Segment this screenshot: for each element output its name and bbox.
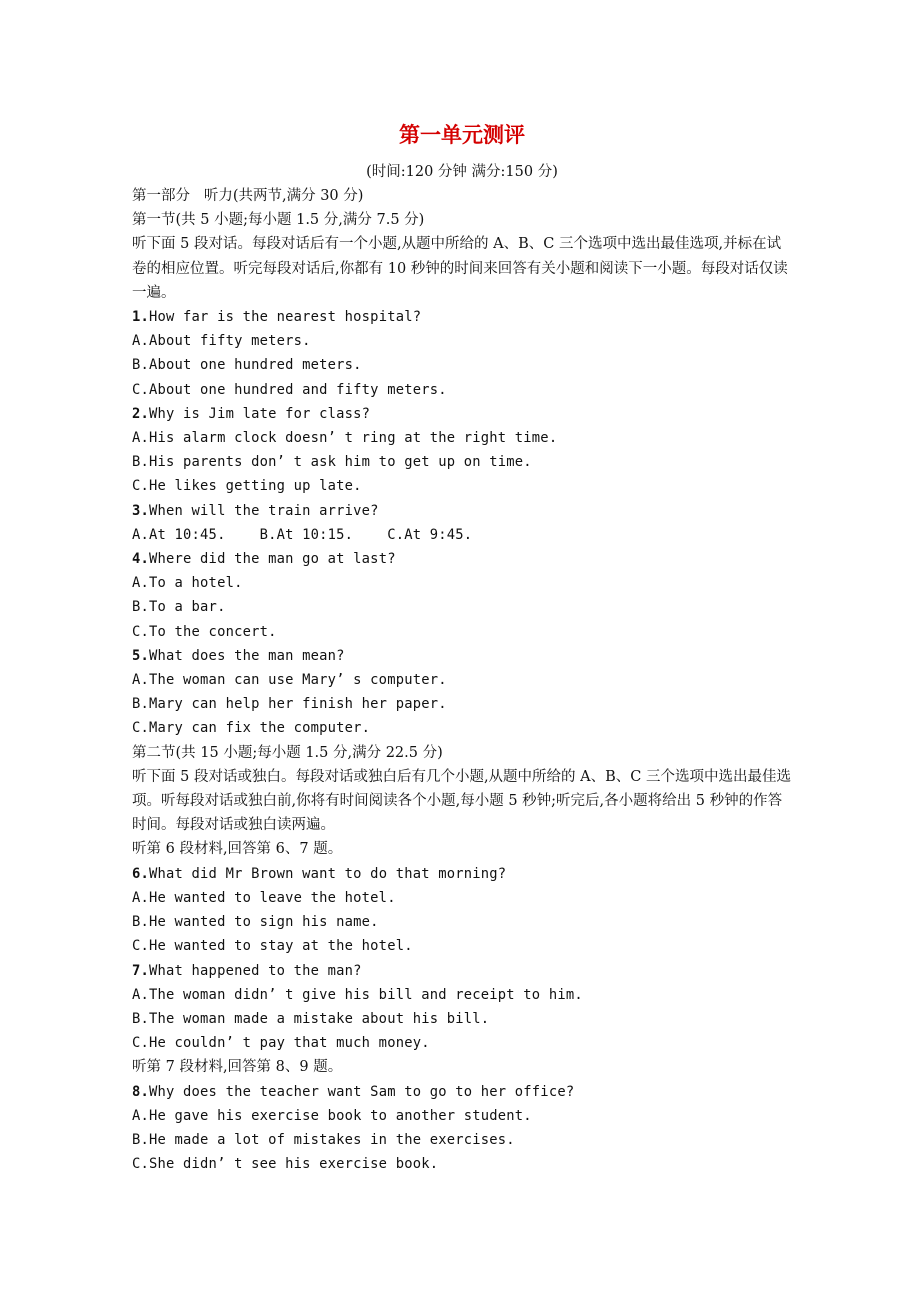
question-number: 7. xyxy=(132,962,150,979)
question-number: 3. xyxy=(132,502,150,519)
option-b: B.He made a lot of mistakes in the exercises. xyxy=(132,1131,515,1148)
question-7 xyxy=(132,959,792,983)
question-number: 4. xyxy=(132,551,150,568)
option-a: A.The woman can use Mary’ s computer. xyxy=(132,672,447,689)
question-number: 2. xyxy=(132,405,150,422)
page-title: 第一单元测评 xyxy=(399,123,525,147)
option-c: C.Mary can fix the computer. xyxy=(132,720,371,737)
question-6 xyxy=(132,862,792,886)
part1-heading: 第一部分 听力(共两节,满分 30 分) xyxy=(132,188,364,204)
option-c: C.He wanted to stay at the hotel. xyxy=(132,938,413,955)
question-number: 1. xyxy=(132,309,150,326)
section1-instructions: 听下面 5 段对话。每段对话后有一个小题,从题中所给的 A、B、C 三个选项中选出最佳选项,并标在试卷的相应位置。听完每段对话后,你都有 10 秒钟的时间来回答有关小题和阅读下一小题。每段对话仅读一遍。 xyxy=(132,236,788,301)
option-a: A.About fifty meters. xyxy=(132,333,311,350)
option-b: B.The woman made a mistake about his bill. xyxy=(132,1010,490,1027)
question-8 xyxy=(132,1080,792,1104)
question-number: 5. xyxy=(132,647,150,664)
option-c: C.He likes getting up late. xyxy=(132,478,362,495)
question-text: Why does the teacher want Sam to go to her office? xyxy=(149,1083,575,1100)
option-b: B.Mary can help her finish her paper. xyxy=(132,696,447,713)
option-c: C.About one hundred and fifty meters. xyxy=(132,381,447,398)
option-a: A.To a hotel. xyxy=(132,575,243,592)
question-1 xyxy=(132,305,792,329)
question-text: What does the man mean? xyxy=(149,647,345,664)
material-6-note: 听第 6 段材料,回答第 6、7 题。 xyxy=(132,841,343,858)
option-c: C.To the concert. xyxy=(132,623,277,640)
option-a: A.He gave his exercise book to another student. xyxy=(132,1107,532,1124)
question-text: What happened to the man? xyxy=(149,962,362,979)
question-number: 6. xyxy=(132,865,150,882)
question-5 xyxy=(132,644,792,668)
question-text: Where did the man go at last? xyxy=(149,551,396,568)
question-text: What did Mr Brown want to do that morning? xyxy=(149,865,507,882)
option-c: C.He couldn’ t pay that much money. xyxy=(132,1035,430,1052)
exam-meta: (时间:120 分钟 满分:150 分) xyxy=(366,164,558,180)
question-text: When will the train arrive? xyxy=(149,502,379,519)
question-4 xyxy=(132,547,792,571)
option-a: A.The woman didn’ t give his bill and receipt to him. xyxy=(132,986,583,1003)
option-b: B.His parents don’ t ask him to get up on time. xyxy=(132,454,532,471)
section1-heading: 第一节(共 5 小题;每小题 1.5 分,满分 7.5 分) xyxy=(132,212,425,229)
question-3 xyxy=(132,499,792,523)
question-number: 8. xyxy=(132,1083,150,1100)
options-inline: A.At 10:45. B.At 10:15. C.At 9:45. xyxy=(132,526,473,543)
option-a: A.He wanted to leave the hotel. xyxy=(132,889,396,906)
option-c: C.She didn’ t see his exercise book. xyxy=(132,1156,439,1173)
material-7-note: 听第 7 段材料,回答第 8、9 题。 xyxy=(132,1059,343,1076)
option-b: B.He wanted to sign his name. xyxy=(132,914,379,931)
exam-page xyxy=(132,118,792,1176)
question-text: Why is Jim late for class? xyxy=(149,405,371,422)
question-2 xyxy=(132,402,792,426)
question-text: How far is the nearest hospital? xyxy=(149,309,422,326)
option-b: B.To a bar. xyxy=(132,599,226,616)
option-a: A.His alarm clock doesn’ t ring at the right time. xyxy=(132,430,558,447)
section2-heading: 第二节(共 15 小题;每小题 1.5 分,满分 22.5 分) xyxy=(132,744,443,761)
option-b: B.About one hundred meters. xyxy=(132,357,362,374)
section2-instructions: 听下面 5 段对话或独白。每段对话或独白后有几个小题,从题中所给的 A、B、C 三个选项中选出最佳选项。听每段对话或独白前,你将有时间阅读各个小题,每小题 5 秒钟;听完后,各小题将给出 5 秒钟的作答时间。每段对话或独白读两遍。 xyxy=(132,768,791,834)
